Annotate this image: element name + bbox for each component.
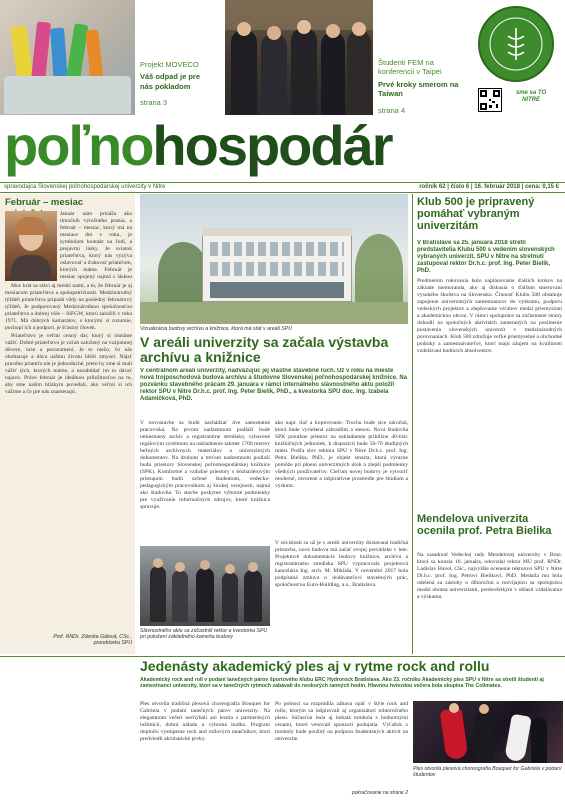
left-column-body: [5, 283, 132, 633]
issue-info: ročník 62 | číslo 6 | 16. február 2018 | cena: 0,15 €: [419, 184, 559, 190]
green-badge: sme sa TO NITRE: [515, 90, 547, 103]
university-seal: [478, 6, 554, 82]
bottom-article-lead: Akademický rock and roll v podaní tanečných párov športového klubu ERC Hydrorock Bratislava. Ako 23. ročníku Akademický ples SPU v Nitre sa stretli študenti aj zamestnanci univerzity, ktorí sa v tanečných rytmoch zabávali do neskorých ranných hodín. Hlavnou hviezdou večera bola skupina The Colimates.: [140, 677, 544, 690]
right-article1-headline: Klub 500 je pripravený pomáhať vybraným univerzitám: [417, 196, 535, 232]
building-visualization-photo: [140, 194, 408, 324]
masthead-tagline: spravodajca Slovenskej poľnohospodárskej univerzity v Nitre: [4, 184, 166, 190]
left-column-heading: Február – mesiac: [5, 197, 84, 208]
masthead-title: [4, 114, 562, 178]
author-portrait: [5, 211, 57, 281]
left-column-paragraph: Priateľstvo je veľmi cenný dar, ktorý si musíme vážiť. Dobré priateľstvo je vzťah založený na vzájomnej dôvere, úcte a porozumení. Je to niečo, čo nás obohacuje a dáva nášmu životu hlbší zmysel. Nájsť pravého priateľa nie je jednoduché, preto by sme si mali vážiť tých, ktorých máme, a nezabúdať im to dávať najavo. Práve február je ideálnou príležitosťou na to, aby sme našim blízkym povedali, ako veľmi si ich vážime a čo pre nás znamenajú.: [5, 333, 132, 395]
continue-reference[interactable]: pokračovanie na strane 2: [351, 790, 408, 796]
building-photo-caption: Vizualizácia budovy archívu a knižnice, ktorá má stáť v areáli SPU: [140, 326, 292, 332]
right-article1-lead: V Bratislave sa 25. januára 2018 stretli predstavitelia Klubu 500 s vedením slovenských vybraných univerzít. SPU v Nitre na stretnutí zastupoval rektor Dr.h.c. prof. Ing. Peter Bielik, PhD.: [417, 240, 555, 274]
teaser-title: Projekt MOVECO: [140, 60, 199, 69]
masthead-title-part1: poľno: [4, 114, 153, 177]
ceremony-photo-caption: Slávnostného aktu sa zúčastnili rektor a kvestorka SPU pri položení základného kameňa budovy: [140, 628, 268, 641]
students-photo: [225, 0, 373, 115]
main-article-headline: V areáli univerzity sa začala výstavba archívu a knižnice: [140, 334, 389, 365]
bottom-article-col1: Ples otvorila tradičná plesová choreografia Bouquet for Gabriela v podaní tanečných párov univerzity. Na elegantnom večeri nechýbali ani hostia z partnerských inštitúcií, dobrá nálada a výborná hudba. Program doplnilo vystúpenie rock and rollových tanečníkov, ktorí predviedli akrobatické prvky.: [140, 701, 270, 742]
teaser-subtitle: Váš odpad je pre nás pokladom: [140, 72, 201, 91]
main-article-lead: V centrálnom areáli univerzity, nadväzujúc jej vlastné stavebné ruch. Už v roku na mieste nová trojposchodová budova archívu a študovne Slovenskej poľnohospodárskej knižnice. Na pozvánku stavebného prácam 29. januára v rámci internálneho slávnostného aktu položil rektor SPU v Nitre Dr.h.c. prof. Ing. Peter Bielik, PhD., a kvestorka SPU doc. Ing. Izabela Adamičková, PhD.: [140, 368, 408, 402]
teaser-page: strana 4: [378, 105, 406, 115]
teaser-subtitle: Prvé kroky smerom na Taiwan: [378, 79, 459, 99]
main-article-col2: ako napr. tlač a kopírovanie. Trochu bude síce náročná, ktorá bude vyriešená zábradlím a stenou. Nová študovňa SPK ponúkne priestor na uskladnenie približne 40-tisíc knižničných jednotiek, k dispozícii bude 50-70 študijných miest. Podľa slov rektora SPU v Nitre Dr.h.c. prof. Ing. Petra Bielika, PhD., je objekt smarta, ktorá výrazne pomôže pri plnení univerzitných úloh a zlepší podmienky všetkých používateľov. Cieľom novej budovy je vytvoriť moderné, otvorené a inšpiratívne prostredie pre štúdium a výskum.: [275, 420, 408, 489]
left-column-intro: Január nám prináša ako tlmočník výročného prania, a február – mesiac, ktorý má na mesiace dni v roku, je symbolom kontakt na ľudí, a prejavmi lásky. Je sviatok priateľstva, ktorý nás vyzýva oslavovať a ďakovať priateľom, ktorých máme. Február je mesiac spojený najmä s láskou: [60, 211, 132, 280]
teaser-taipei[interactable]: [378, 58, 463, 115]
teaser-moveco[interactable]: [140, 60, 215, 108]
ceremony-photo: [140, 546, 270, 626]
teaser-title: Študenti FEM na konferencii v Taipei: [378, 58, 442, 77]
ball-photo-caption: Ples otvorila plesová choreografia Bouquet for Gabriela v podaní študentov: [413, 766, 562, 779]
qr-code-icon: [478, 88, 502, 112]
moveco-photo: [0, 0, 135, 115]
bottom-article-headline: Jedenásty akademický ples aj v rytme rock and rollu: [140, 658, 490, 674]
right-article2-body: Na zasadnutí Vedeckej rady Mendelovej univerzity v Brne, ktorá sa konala 16. januára, odovzdal rektor MU prof. RNDr. Ladislav Havel, CSc., najvyššie ocenenie rektorovi SPU v Nitre Dr.h.c. prof. Ing. Petrovi Bielikovi, PhD. Medaila mu bola udelená za zásluhy o dlhoročnú a rozvíjajúcu sa spoluprácu medzi oboma univerzitami, predovšetkým v oblasti vzdelávania a výskumu.: [417, 552, 562, 600]
main-article-col1: V novostavbe sa budú nachádzať dve samostatné pracoviská. Na prvom nadzemnom podlaží bude umiestnený archív a registratúrne stredisko, vybavené regálovým systémom na uskladnenie takmer 1700 metrov bežných archívnych materiálov a univerzitných dokumentov. Na druhom a treťom nadzemnom podlaží budú priestory Slovenskej poľnohospodárskej knižnice (SPK). Komfortné a vzdušné priestory s bezbariérovým prístupom budú určené študentom, vedecko-pedagogickým pracovníkom aj širokej verejnosti, najmä ako študovňa. To stavbe poskytne výborné podmienky pre využívanie informačných zdrojov, ktoré knižnica spravuje.: [140, 420, 270, 510]
teaser-page: strana 3: [140, 98, 168, 108]
ball-dancers-photo: [413, 701, 563, 763]
left-column-signature: Prof. RNDr. Zdenka Gálová, CSc., prorektorka SPU: [53, 634, 132, 647]
bottom-article-col2: Po polnoci sa rozprúdila zábava opäť v štýle rock and rollu, ktorým sa inšpirovali aj organizátori tohtoročného plesu. Súčasťou bola aj bohatá tombola s hodnotnými cenami, ktoré venovali sponzori podujatia. Výťažok z tomboly bude použitý na podporu študentských aktivít na univerzite.: [275, 701, 408, 742]
masthead-title-part2: hospodár: [152, 114, 392, 177]
right-article1-body: Predmetom rokovania bolo naplánovanie ďalších krokov na základe memoranda, ako aj diskusia o ďalšom smerovaní vysokého školstva na Slovensku. Činnosť Klubu 500 obsahuje zapojenie univerzitných zamestnancov do výskumu, podporu vedeckých projektov a zlepšovanie vzťahov medzi priemyslom a akademickou obcou. V rámci spolupráce sa zúčastnené strany dohodli na spoločných aktivitách zameraných na posilnenie postavenia slovenských univerzít v medzinárodných porovnaniach. Klub 500 združuje veľké priemyselné a obchodné podniky a zamestnávateľov, ktorí majú záujem na kvalitnom vzdelávaní budúcich absolventov.: [417, 278, 562, 354]
left-column-paragraph: Moc krát sa slávi aj medzi nami, a to, že február je aj mesiacom priateľstva a spolupatričnosti. Medzinárodný týždeň priateľstva pripadá vždy na posledný februárový týždeň. Je podporovaný Medzinárodnou spoločnosťou priateľstva a dobrej vôle – ISFGW, ktorú založili v roku 1971. Má dobrých kamarátov, s ktorými si rozumie, pochopí ich a podporí, je šťastný človek.: [5, 283, 132, 331]
right-article2-headline: Mendelova univerzita ocenila prof. Petra Bielika: [417, 513, 552, 537]
main-article-col3: V súvislosti sa už je v areáli univerzity dostavaná tradičná prístavba, nová budova má začať svojej prevádzke v lete. Projektové dokumentácie budovy knižnice, archívu a registratúrneho strediska SPU vypracovala projektová kancelária Ing. arch. M. Mikláša. V novembri 2017 bola podpísaná zmluva o dodávateľovi stavebných prác, spoločnosťou Euro-Building, a.s., Bratislava.: [275, 540, 408, 588]
